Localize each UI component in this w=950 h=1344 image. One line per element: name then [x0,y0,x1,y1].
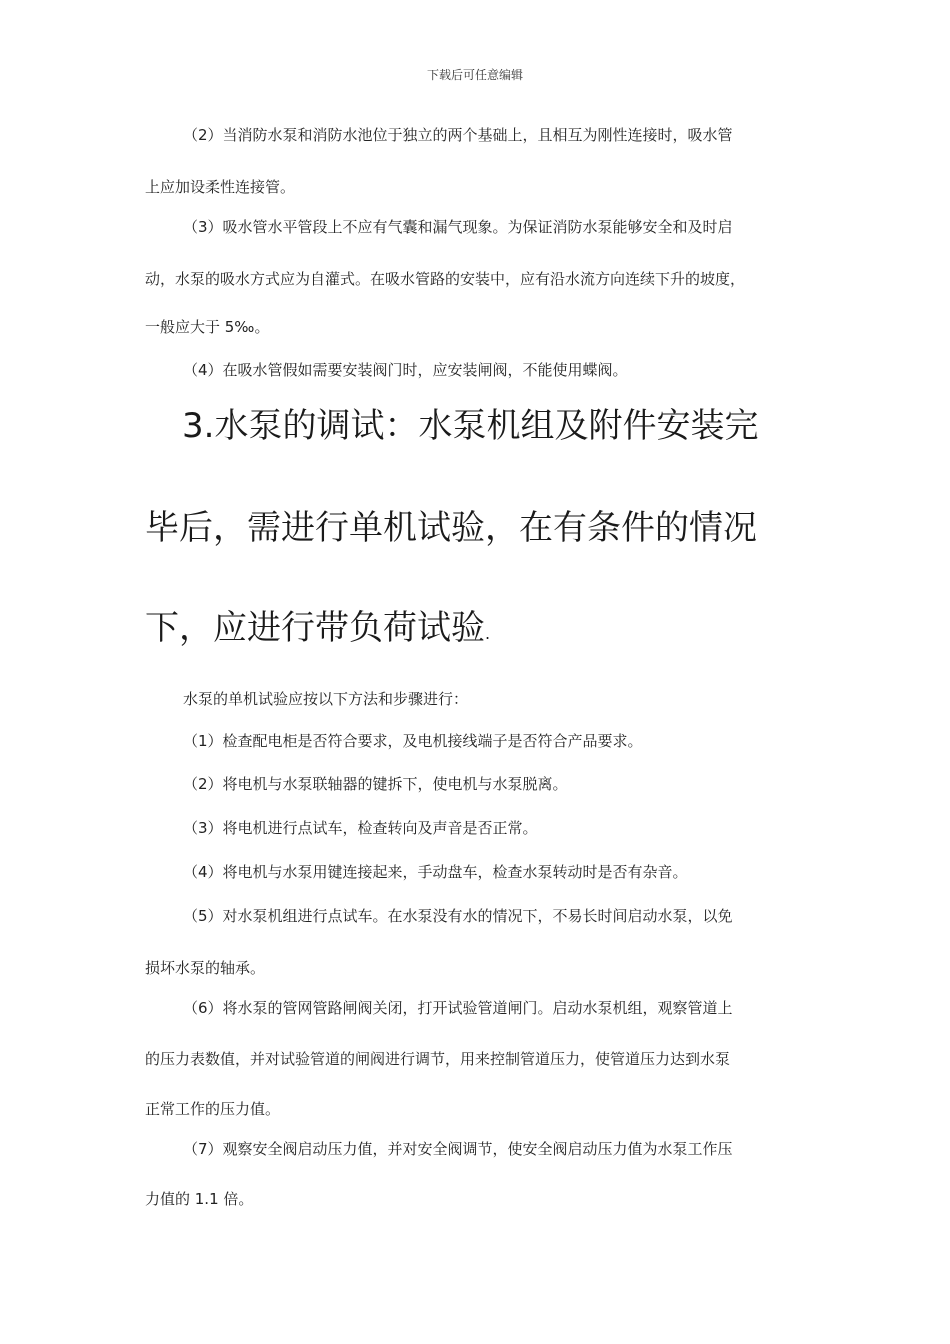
paragraph-line: （3）吸水管水平管段上不应有气囊和漏气现象。为保证消防水泵能够安全和及时启 [183,218,733,236]
list-item-continuation: 的压力表数值，并对试验管道的闸阀进行调节，用来控制管道压力，使管道压力达到水泵 [145,1050,731,1068]
section-heading-period: . [485,624,491,643]
section-heading-text: 下，应进行带负荷试验 [145,608,485,648]
list-item: （3）将电机进行点试车，检查转向及声音是否正常。 [183,819,538,837]
section-heading-line [145,606,825,656]
paragraph-line: （2）当消防水泵和消防水池位于独立的两个基础上，且相互为刚性连接时，吸水管 [183,126,733,144]
list-item-continuation: 力值的 1.1 倍。 [145,1190,254,1208]
list-item: （6）将水泵的管网管路闸阀关闭，打开试验管道闸门。启动水泵机组，观察管道上 [183,999,733,1017]
list-item-continuation: 损坏水泵的轴承。 [145,959,266,977]
list-item: （2）将电机与水泵联轴器的键拆下，使电机与水泵脱离。 [183,775,568,793]
paragraph-line: 水泵的单机试验应按以下方法和步骤进行： [183,690,469,708]
list-item: （4）将电机与水泵用键连接起来，手动盘车，检查水泵转动时是否有杂音。 [183,863,688,881]
paragraph-line: 一般应大于 5‰。 [145,318,270,336]
page-header: 下载后可任意编辑 [426,68,523,82]
list-item-continuation: 正常工作的压力值。 [145,1100,281,1118]
section-heading-line: 毕后，需进行单机试验，在有条件的情况 [145,508,757,548]
list-item: （7）观察安全阀启动压力值，并对安全阀调节，使安全阀启动压力值为水泵工作压 [183,1140,733,1158]
paragraph-line: 动，水泵的吸水方式应为自灌式。在吸水管路的安装中，应有沿水流方向连续下升的坡度， [145,270,746,288]
list-item: （1）检查配电柜是否符合要求，及电机接线端子是否符合产品要求。 [183,732,643,750]
list-item: （5）对水泵机组进行点试车。在水泵没有水的情况下，不易长时间启动水泵，以免 [183,907,733,925]
paragraph-line: （4）在吸水管假如需要安装阀门时，应安装闸阀，不能使用蝶阀。 [183,361,628,379]
section-heading-line: 3.水泵的调试：水泵机组及附件安装完 [182,406,759,446]
paragraph-line: 上应加设柔性连接管。 [145,178,296,196]
